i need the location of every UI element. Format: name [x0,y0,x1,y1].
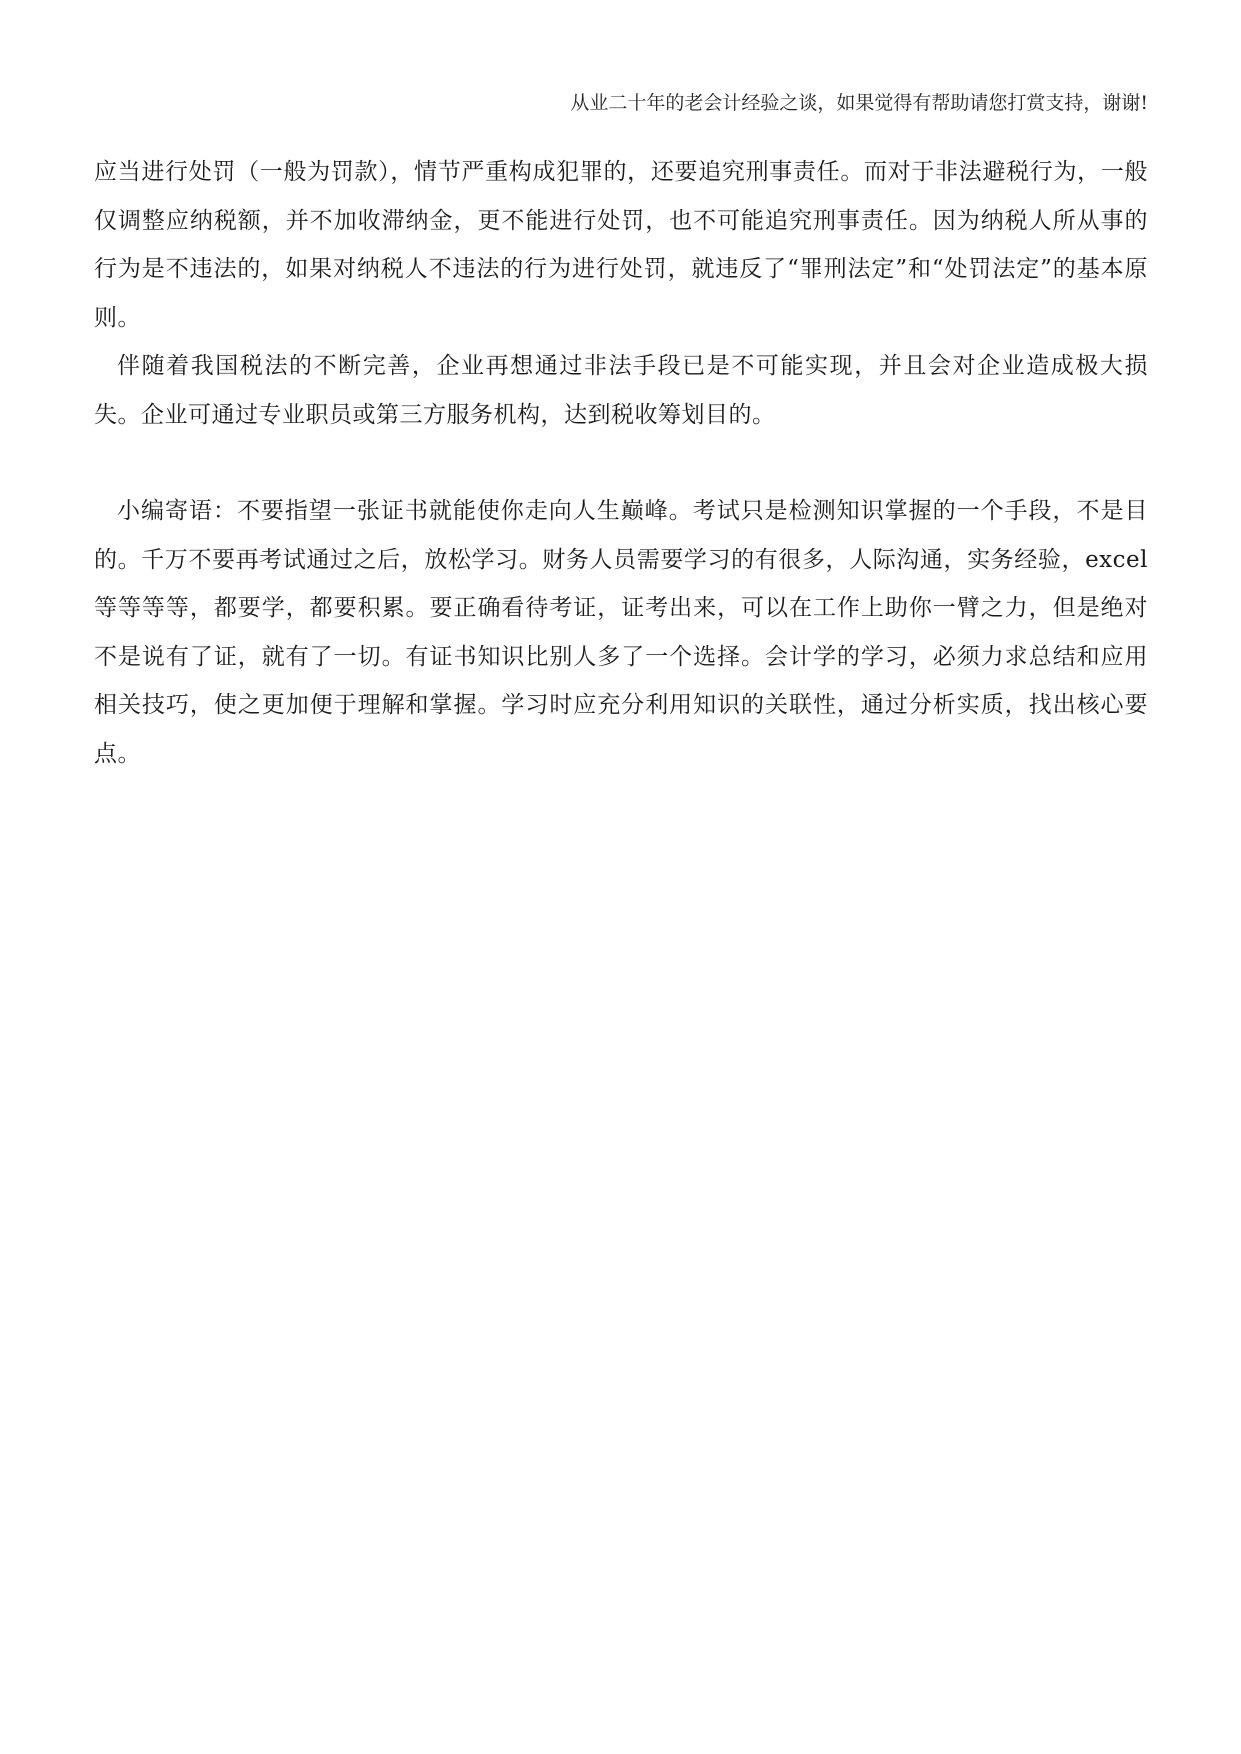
paragraph-editor-note: 小编寄语：不要指望一张证书就能使你走向人生巅峰。考试只是检测知识掌握的一个手段，不是目的。千万不要再考试通过之后，放松学习。财务人员需要学习的有很多，人际沟通，实务经验，excel 等等等等，都要学，都要积累。要正确看待考证，证考出来，可以在工作上助你一臂之力，但是绝对不是说有了证，就有了一切。有证书知识比别人多了一个选择。会计学的学习，必须力求总结和应用相关技巧，使之更加便于理解和掌握。学习时应充分利用知识的关联性，通过分析实质，找出核心要点。 [94,498,1148,767]
paragraph-spacer [94,439,1148,487]
document-body [94,148,1148,778]
header-note: 从业二十年的老会计经验之谈，如果觉得有帮助请您打赏支持，谢谢! [570,92,1148,114]
paragraph-tax-law-improvement: 伴随着我国税法的不断完善，企业再想通过非法手段已是不可能实现，并且会对企业造成极大损失。企业可通过专业职员或第三方服务机构，达到税收筹划目的。 [94,353,1148,428]
paragraph-penalty-vs-tax-avoidance: 应当进行处罚（一般为罚款），情节严重构成犯罪的，还要追究刑事责任。而对于非法避税行为，一般仅调整应纳税额，并不加收滞纳金，更不能进行处罚，也不可能追究刑事责任。因为纳税人所从事的行为是不违法的，如果对纳税人不违法的行为进行处罚，就违反了“罪刑法定”和“处罚法定”的基本原则。 [94,159,1148,331]
